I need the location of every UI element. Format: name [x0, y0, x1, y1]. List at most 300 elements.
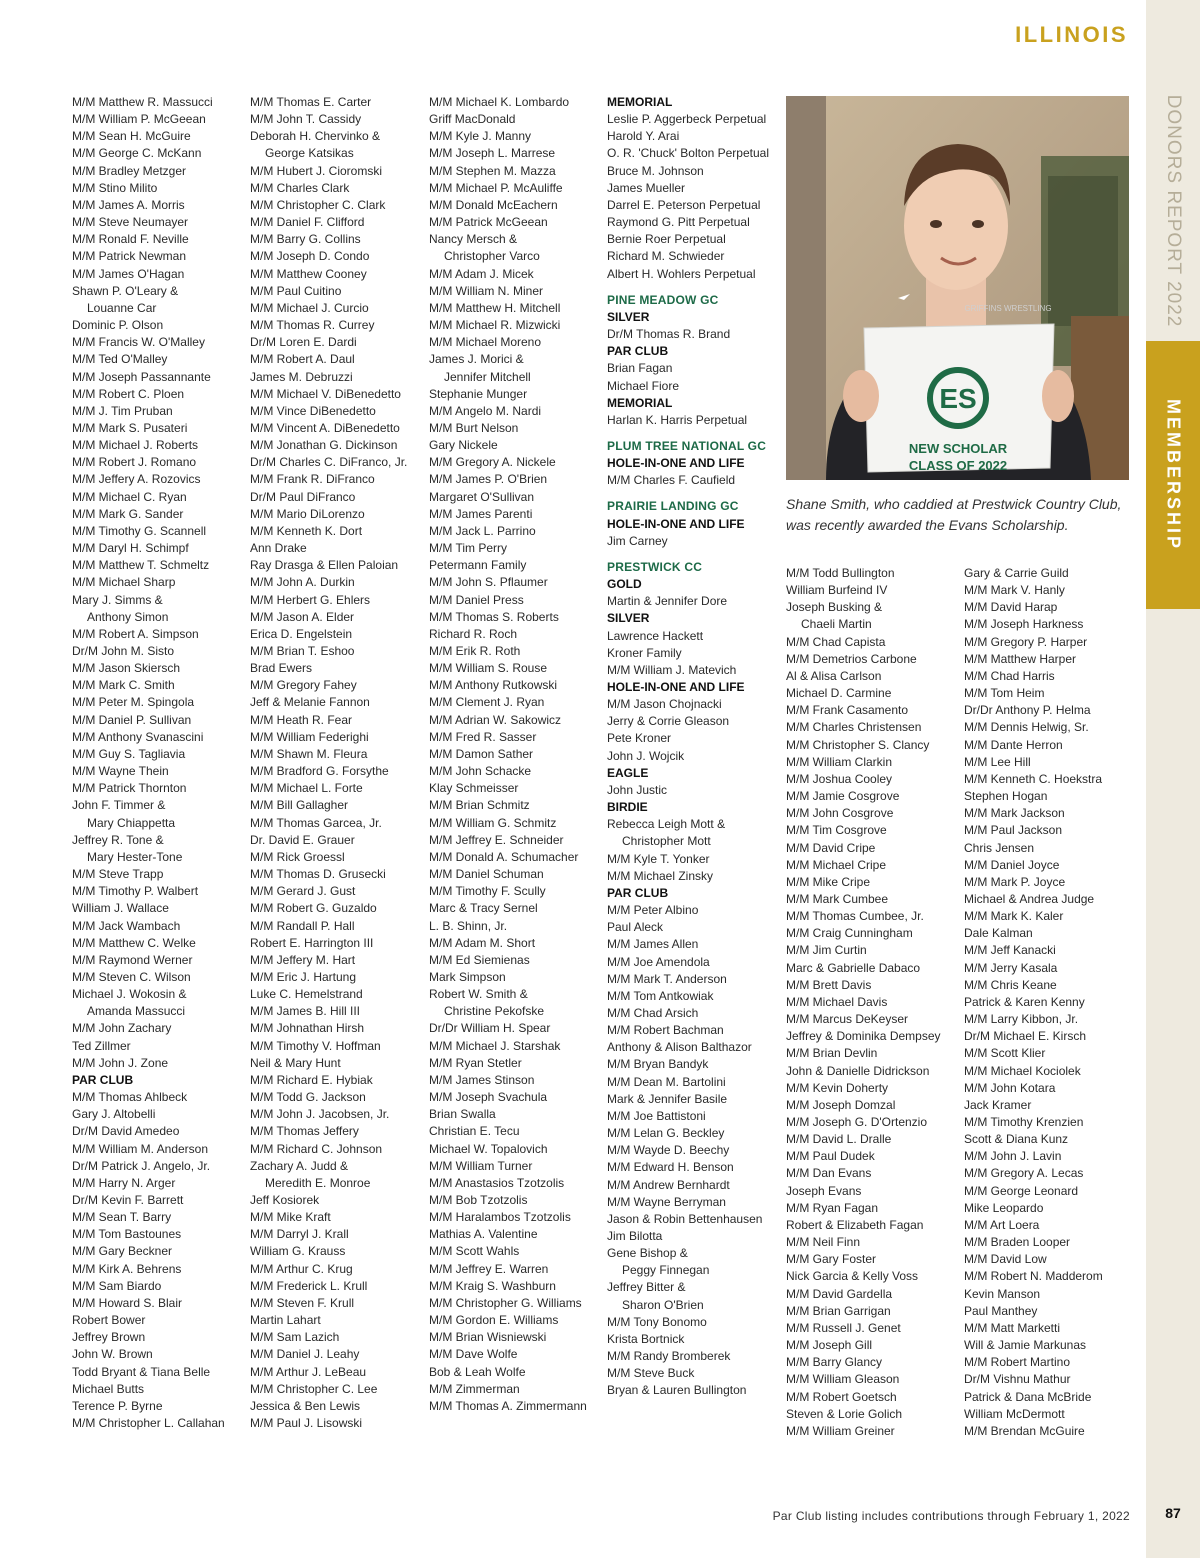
donor-name: Michael Fiore [607, 378, 680, 393]
donor-name: M/M David Gardella [786, 1286, 893, 1301]
donor-name: M/M Randy Bromberek [607, 1349, 731, 1364]
donor-name: John & Danielle Didrickson [786, 1063, 930, 1078]
donor-name: M/M Mark T. Anderson [607, 971, 727, 986]
donor-name: M/M Thomas D. Grusecki [250, 867, 386, 882]
donor-name: Robert Bower [72, 1313, 146, 1328]
donor-name: Dr/M David Amedeo [72, 1124, 180, 1139]
donor-name: M/M Mark Jackson [964, 806, 1065, 821]
donor-name: O. R. 'Chuck' Bolton Perpetual [607, 146, 769, 161]
donor-name: M/M Michael J. Starshak [429, 1038, 561, 1053]
donor-name: Raymond G. Pitt Perpetual [607, 215, 750, 230]
donor-name: Chris Jensen [964, 840, 1035, 855]
donor-name: M/M Ryan Stetler [429, 1055, 522, 1070]
donor-name: M/M Timothy P. Walbert [72, 884, 199, 899]
donor-name: M/M Thomas Garcea, Jr. [250, 815, 382, 830]
donor-name: M/M Chad Capista [786, 634, 886, 649]
donor-name: M/M John J. Zone [72, 1055, 169, 1070]
donor-name: M/M Michael P. McAuliffe [429, 180, 563, 195]
donor-name: M/M Francis W. O'Malley [72, 335, 205, 350]
donor-name: Neil & Mary Hunt [250, 1055, 341, 1070]
donor-name: Patrick & Karen Kenny [964, 994, 1085, 1009]
donor-name: John J. Wojcik [607, 748, 685, 763]
donor-name: M/M Gordon E. Williams [429, 1313, 559, 1328]
donor-name: M/M Paul Jackson [964, 823, 1063, 838]
donor-name: M/M Peter Albino [607, 903, 699, 918]
donor-name: Klay Schmeisser [429, 781, 519, 796]
donor-name: George Katsikas [265, 146, 354, 161]
donor-name: M/M Tim Cosgrove [786, 823, 887, 838]
donor-name: M/M Kyle J. Manny [429, 129, 532, 144]
donor-name: Darrel E. Peterson Perpetual [607, 197, 761, 212]
donor-name: M/M Stino Milito [72, 180, 158, 195]
donor-name: M/M Joseph Passannante [72, 369, 211, 384]
donor-name: M/M Jeffery A. Rozovics [72, 472, 201, 487]
donor-name: M/M Matthew C. Welke [72, 935, 196, 950]
donor-name: M/M Frank R. DiFranco [250, 472, 375, 487]
donor-name: M/M Gregory Fahey [250, 678, 357, 693]
donor-name: M/M William G. Schmitz [429, 815, 557, 830]
donor-name: M/M Paul Dudek [786, 1149, 875, 1164]
donor-name: Christopher Mott [622, 834, 711, 849]
donor-name: Brian Swalla [429, 1107, 496, 1122]
donor-name: Mary Chiappetta [87, 815, 176, 830]
donor-name: James M. Debruzzi [250, 369, 353, 384]
donor-name: John F. Timmer & [72, 798, 166, 813]
donor-name: M/M Demetrios Carbone [786, 651, 917, 666]
level-heading: MEMORIAL [607, 95, 673, 109]
donor-name: Krista Bortnick [607, 1331, 685, 1346]
donor-name: M/M Mark S. Pusateri [72, 420, 188, 435]
donor-name: Gary Nickele [429, 438, 498, 453]
level-heading: HOLE-IN-ONE AND LIFE [607, 680, 745, 694]
donor-name: Dr/M Vishnu Mathur [964, 1372, 1071, 1387]
donor-name: Kroner Family [607, 645, 682, 660]
donor-name: M/M Wayne Berryman [607, 1194, 726, 1209]
donor-name: Albert H. Wohlers Perpetual [607, 266, 756, 281]
donor-name: Richard M. Schwieder [607, 249, 725, 264]
donor-name: M/M J. Tim Pruban [72, 403, 173, 418]
donor-name: Jim Carney [607, 533, 668, 548]
level-heading: PAR CLUB [72, 1072, 134, 1087]
donor-name: M/M Dante Herron [964, 737, 1063, 752]
donor-name: M/M Steven C. Wilson [72, 969, 191, 984]
donor-name: Dr/Dr Anthony P. Helma [964, 703, 1091, 718]
donor-name: M/M Mark V. Hanly [964, 583, 1065, 598]
donor-name: Deborah H. Chervinko & [250, 129, 381, 144]
donor-name: Peggy Finnegan [622, 1263, 710, 1278]
level-heading: BIRDIE [607, 800, 648, 815]
donor-name: Stephanie Munger [429, 386, 528, 401]
donor-name: M/M Kenneth K. Dort [250, 523, 363, 538]
donor-name: M/M Matthew Cooney [250, 266, 367, 281]
donor-name: M/M Larry Kibbon, Jr. [964, 1012, 1079, 1027]
donor-name: M/M Chad Arsich [607, 1005, 699, 1020]
donor-name: M/M Sean T. Barry [72, 1210, 172, 1225]
donor-name: Martin & Jennifer Dore [607, 594, 728, 609]
donor-name: M/M Brian Wisniewski [429, 1330, 547, 1345]
donor-column-5 [786, 565, 941, 1440]
donor-name: M/M Robert C. Ploen [72, 386, 185, 401]
donor-name: M/M Timothy V. Hoffman [250, 1038, 381, 1053]
donor-name: M/M Patrick Thornton [72, 781, 187, 796]
donor-name: M/M Johnathan Hirsh [250, 1021, 365, 1036]
donor-name: Jeffrey R. Tone & [72, 832, 164, 847]
donor-name: M/M Paul J. Lisowski [250, 1416, 363, 1431]
donor-name: Al & Alisa Carlson [786, 668, 882, 683]
donor-name: M/M Tom Bastounes [72, 1227, 182, 1242]
donor-name: M/M Thomas Ahlbeck [72, 1090, 188, 1105]
donor-name: M/M Christopher S. Clancy [786, 737, 930, 752]
donor-name: M/M Steven F. Krull [250, 1295, 355, 1310]
donor-name: M/M Brian Schmitz [429, 798, 530, 813]
donor-name: M/M Michael Moreno [429, 335, 542, 350]
donor-name: M/M John Kotara [964, 1080, 1056, 1095]
donor-name: Joseph Busking & [786, 600, 883, 615]
donor-name: M/M Gregory A. Lecas [964, 1166, 1084, 1181]
donor-name: M/M Dan Evans [786, 1166, 872, 1181]
donor-name: M/M James Stinson [429, 1072, 535, 1087]
donor-name: Michael W. Topalovich [429, 1141, 548, 1156]
donor-name: M/M Ronald F. Neville [72, 232, 189, 247]
donor-name: M/M Chad Harris [964, 668, 1055, 683]
donor-name: M/M Matt Marketti [964, 1320, 1061, 1335]
donor-name: Christian E. Tecu [429, 1124, 520, 1139]
donor-name: M/M Damon Sather [429, 746, 534, 761]
donor-name: M/M John Cosgrove [786, 806, 894, 821]
donor-name: M/M Joe Battistoni [607, 1108, 706, 1123]
donor-name: Dr/Dr William H. Spear [429, 1021, 551, 1036]
donor-name: M/M Kyle T. Yonker [607, 851, 710, 866]
donor-name: M/M Randall P. Hall [250, 918, 355, 933]
donor-name: M/M John Schacke [429, 764, 532, 779]
donor-name: M/M Neil Finn [786, 1235, 861, 1250]
donor-name: M/M Thomas R. Currey [250, 318, 375, 333]
donor-name: M/M Jason Chojnacki [607, 697, 722, 712]
photo-caption: Shane Smith, who caddied at Prestwick Country Club, was recently awarded the Evans Scholarship. [786, 496, 1122, 533]
donor-name: M/M Burt Nelson [429, 420, 519, 435]
donor-name: M/M Gregory P. Harper [964, 634, 1088, 649]
donor-name: Anthony Simon [87, 609, 169, 624]
sidebar-section-label: MEMBERSHIP [1163, 398, 1184, 552]
donor-name: Nick Garcia & Kelly Voss [786, 1269, 919, 1284]
donor-name: Rebecca Leigh Mott & [607, 817, 726, 832]
donor-name: M/M Patrick McGeean [429, 215, 548, 230]
donor-name: Harlan K. Harris Perpetual [607, 412, 748, 427]
donor-name: Bernie Roer Perpetual [607, 232, 726, 247]
donor-name: M/M Kenneth C. Hoekstra [964, 771, 1103, 786]
donor-name: William McDermott [964, 1406, 1065, 1421]
donor-name: Will & Jamie Markunas [964, 1338, 1087, 1353]
donor-name: M/M Charles Clark [250, 180, 350, 195]
donor-name: Bryan & Lauren Bullington [607, 1383, 747, 1398]
donor-name: M/M Joseph Harkness [964, 617, 1084, 632]
donor-name: M/M Daniel Press [429, 592, 524, 607]
donor-name: M/M William Turner [429, 1158, 533, 1173]
donor-name: M/M Todd G. Jackson [250, 1090, 366, 1105]
donor-name: M/M Sean H. McGuire [72, 129, 191, 144]
donor-name: M/M James Parenti [429, 506, 533, 521]
donor-name: M/M Mark P. Joyce [964, 874, 1066, 889]
donor-name: Christopher Varco [444, 249, 540, 264]
donor-name: M/M Kevin Doherty [786, 1080, 889, 1095]
donor-name: Brad Ewers [250, 661, 313, 676]
donor-name: M/M Charles F. Caufield [607, 473, 736, 488]
donor-name: M/M Matthew H. Mitchell [429, 300, 561, 315]
level-heading: SILVER [607, 309, 650, 324]
donor-name: Jeff Kosiorek [250, 1193, 320, 1207]
donor-name: M/M Jeffrey E. Warren [429, 1261, 549, 1276]
donor-name: Louanne Car [87, 300, 157, 315]
donor-name: M/M Joseph G. D'Ortenzio [786, 1115, 927, 1129]
donor-name: M/M Timothy Krenzien [964, 1115, 1084, 1129]
donor-name: Stephen Hogan [964, 789, 1048, 804]
donor-name: M/M Daniel Joyce [964, 857, 1060, 872]
donor-column-6 [964, 565, 1103, 1440]
donor-name: M/M Charles Christensen [786, 720, 922, 735]
donor-name: M/M Thomas A. Zimmermann [429, 1398, 587, 1413]
donor-name: M/M Adam J. Micek [429, 266, 534, 281]
donor-name: M/M John J. Jacobsen, Jr. [250, 1107, 390, 1122]
donor-name: M/M Mike Cripe [786, 874, 871, 889]
donor-name: M/M Michael V. DiBenedetto [250, 386, 401, 401]
level-heading: EAGLE [607, 765, 649, 780]
donor-name: M/M Jack L. Parrino [429, 523, 536, 538]
donor-name: M/M Thomas Jeffery [250, 1124, 359, 1139]
donor-name: M/M Ed Siemienas [429, 952, 530, 967]
donor-name: Mary J. Simms & [72, 592, 163, 607]
donor-name: Griff MacDonald [429, 112, 516, 127]
donor-name: Patrick & Dana McBride [964, 1389, 1092, 1404]
donor-name: M/M Robert J. Romano [72, 455, 197, 470]
footer-note: Par Club listing includes contributions through February 1, 2022 [772, 1509, 1130, 1523]
donor-name: M/M Michael L. Forte [250, 781, 363, 796]
donor-name: L. B. Shinn, Jr. [429, 918, 508, 933]
donor-name: Paul Aleck [607, 920, 664, 935]
donor-name: M/M Richard C. Johnson [250, 1141, 383, 1156]
donor-name: M/M Frank Casamento [786, 703, 909, 718]
donor-name: M/M Brian T. Eshoo [250, 644, 355, 658]
donor-name: M/M William P. McGeean [72, 112, 206, 127]
donor-name: M/M Lelan G. Beckley [607, 1126, 725, 1141]
donor-name: Jason & Robin Bettenhausen [607, 1211, 763, 1226]
donor-name: M/M Gerard J. Gust [250, 884, 356, 899]
donor-name: Lawrence Hackett [607, 628, 704, 643]
donor-name: M/M Thomas Cumbee, Jr. [786, 909, 924, 924]
donor-name: M/M John T. Cassidy [250, 112, 362, 127]
donor-name: M/M Timothy G. Scannell [72, 523, 207, 538]
sidebar-report-label: DONORS REPORT 2022 [1163, 94, 1184, 328]
donor-name: M/M Daryl H. Schimpf [72, 541, 189, 556]
shirt-text: GRIFFINS WRESTLING [964, 304, 1052, 313]
donor-name: Michael J. Wokosin & [72, 987, 187, 1002]
donor-name: M/M Jason A. Elder [250, 609, 355, 624]
donor-name: M/M Bradley Metzger [72, 163, 187, 178]
donor-name: Robert & Elizabeth Fagan [786, 1217, 924, 1232]
donor-name: M/M Jeff Kanacki [964, 943, 1056, 958]
donor-name: M/M James P. O'Brien [429, 472, 548, 487]
donor-name: M/M Brian Devlin [786, 1046, 878, 1061]
donor-name: Sharon O'Brien [622, 1297, 704, 1312]
donor-name: Scott & Diana Kunz [964, 1132, 1069, 1147]
donor-name: M/M Michael C. Ryan [72, 489, 187, 504]
flag-logo: ES [939, 383, 977, 414]
donor-name: Jerry & Corrie Gleason [607, 714, 730, 729]
sidebar-report-label-box [1146, 96, 1200, 326]
club-heading: PLUM TREE NATIONAL GC [607, 438, 767, 453]
donor-name: Meredith E. Monroe [265, 1175, 371, 1190]
donor-name: Jeffrey Brown [72, 1330, 146, 1345]
donor-name: M/M Jeffery M. Hart [250, 952, 356, 967]
donor-name: M/M Marcus DeKeyser [786, 1012, 909, 1027]
donor-name: M/M Daniel F. Clifford [250, 215, 365, 230]
donor-name: M/M Craig Cunningham [786, 926, 913, 941]
donor-name: M/M Robert Bachman [607, 1023, 724, 1038]
donor-name: M/M Robert Goetsch [786, 1389, 897, 1404]
donor-name: Dr/M Loren E. Dardi [250, 335, 357, 350]
donor-name: Dr/M Patrick J. Angelo, Jr. [72, 1158, 211, 1173]
donor-name: Gary & Carrie Guild [964, 566, 1069, 580]
donor-name: Bob & Leah Wolfe [429, 1364, 526, 1379]
donor-name: M/M Howard S. Blair [72, 1295, 183, 1310]
donor-name: M/M Joseph Svachula [429, 1090, 548, 1105]
donor-name: M/M Thomas E. Carter [250, 95, 372, 109]
donor-name: Jeffrey & Dominika Dempsey [786, 1029, 941, 1044]
flag-line-1: NEW SCHOLAR [908, 441, 1008, 456]
donor-name: M/M Tom Heim [964, 686, 1045, 701]
donor-name: M/M Mario DiLorenzo [250, 506, 365, 521]
donor-name: M/M James Allen [607, 937, 699, 952]
donor-name: M/M Tony Bonomo [607, 1314, 707, 1329]
donor-name: M/M Rick Groessl [250, 849, 345, 864]
donor-name: Dominic P. Olson [72, 318, 164, 333]
donor-name: M/M Russell J. Genet [786, 1320, 901, 1335]
donor-name: M/M Peter M. Spingola [72, 695, 195, 710]
donor-name: M/M William Greiner [786, 1423, 895, 1438]
donor-name: M/M Edward H. Benson [607, 1160, 734, 1175]
donor-name: M/M Donald McEachern [429, 197, 558, 212]
donor-name: James J. Morici & [429, 352, 524, 367]
donor-name: M/M Patrick Newman [72, 249, 187, 264]
donor-name: M/M John J. Lavin [964, 1149, 1062, 1164]
donor-name: Todd Bryant & Tiana Belle [72, 1364, 211, 1379]
donor-name: M/M Daniel Schuman [429, 867, 544, 882]
donor-name: M/M Ryan Fagan [786, 1200, 879, 1215]
donor-name: M/M David Harap [964, 600, 1058, 615]
donor-name: Shawn P. O'Leary & [72, 283, 179, 298]
donor-name: M/M Anastasios Tzotzolis [429, 1175, 565, 1190]
donor-name: Terence P. Byrne [72, 1398, 163, 1413]
page-number: 87 [1165, 1505, 1181, 1521]
donor-name: M/M Arthur J. LeBeau [250, 1364, 367, 1379]
donor-name: M/M Mark K. Kaler [964, 909, 1064, 924]
donor-name: Dale Kalman [964, 926, 1033, 941]
donor-name: M/M Robert A. Daul [250, 352, 355, 367]
donor-name: M/M Daniel P. Sullivan [72, 712, 192, 727]
donor-name: M/M Fred R. Sasser [429, 729, 537, 744]
donor-name: M/M Dennis Helwig, Sr. [964, 720, 1089, 735]
donor-name: Paul Manthey [964, 1303, 1038, 1318]
donor-name: M/M Bill Gallagher [250, 798, 349, 813]
donor-name: Marc & Tracy Sernel [429, 901, 538, 916]
donor-name: Ray Drasga & Ellen Paloian [250, 558, 399, 573]
donor-name: M/M Brett Davis [786, 977, 872, 992]
donor-name: M/M Frederick L. Krull [250, 1278, 368, 1293]
donor-name: M/M Michael R. Mizwicki [429, 318, 561, 333]
level-heading: SILVER [607, 611, 650, 626]
donor-name: William Burfeind IV [786, 583, 888, 598]
donor-name: M/M Jonathan G. Dickinson [250, 438, 398, 453]
donor-column-4 [607, 94, 769, 1400]
donor-name: M/M Sam Biardo [72, 1278, 162, 1293]
donor-name: M/M John S. Pflaumer [429, 575, 548, 590]
donor-name: M/M Thomas S. Roberts [429, 609, 559, 624]
donor-name: Dr/M Paul DiFranco [250, 489, 356, 504]
donor-name: M/M Vincent A. DiBenedetto [250, 420, 400, 435]
donor-name: Mike Leopardo [964, 1200, 1044, 1215]
donor-name: Dr. David E. Grauer [250, 832, 355, 847]
donor-name: M/M Michael K. Lombardo [429, 95, 570, 109]
donor-name: M/M Christopher G. Williams [429, 1295, 582, 1310]
donor-name: M/M William J. Matevich [607, 662, 737, 677]
donor-name: Dr/M Kevin F. Barrett [72, 1193, 184, 1207]
donor-name: M/M John A. Durkin [250, 575, 355, 590]
level-heading: HOLE-IN-ONE AND LIFE [607, 456, 745, 471]
donor-name: Michael Butts [72, 1381, 145, 1396]
donor-name: Mary Hester-Tone [87, 849, 183, 864]
donor-name: M/M Bob Tzotzolis [429, 1193, 528, 1207]
donor-name: M/M Joseph Gill [786, 1338, 873, 1353]
donor-column-3 [429, 94, 587, 1415]
donor-name: Anthony & Alison Balthazor [607, 1040, 752, 1055]
donor-name: Ann Drake [250, 541, 307, 556]
donor-name: M/M Scott Wahls [429, 1244, 520, 1259]
donor-name: M/M Lee Hill [964, 754, 1031, 769]
donor-name: M/M Vince DiBenedetto [250, 403, 376, 418]
donor-name: M/M Hubert J. Cioromski [250, 163, 383, 178]
donor-name: Bruce M. Johnson [607, 163, 704, 178]
donor-name: M/M Robert A. Simpson [72, 626, 199, 641]
donor-name: M/M Christopher C. Lee [250, 1381, 378, 1396]
donor-name: Dr/M Thomas R. Brand [607, 327, 731, 342]
donor-name: M/M Todd Bullington [786, 566, 895, 580]
donor-name: M/M Shawn M. Fleura [250, 746, 368, 761]
donor-name: M/M Daniel J. Leahy [250, 1347, 360, 1362]
donor-name: M/M Joseph D. Condo [250, 249, 370, 264]
donor-name: M/M Anthony Rutkowski [429, 678, 558, 693]
donor-name: M/M Clement J. Ryan [429, 695, 545, 710]
donor-name: M/M Robert N. Madderom [964, 1269, 1103, 1284]
donor-name: Chaeli Martin [801, 617, 872, 632]
donor-name: Jeffrey Bitter & [607, 1280, 686, 1295]
level-heading: PAR CLUB [607, 885, 669, 900]
donor-name: Ted Zillmer [72, 1038, 131, 1053]
donor-name: M/M Adrian W. Sakowicz [429, 712, 562, 727]
donor-name: James Mueller [607, 180, 686, 195]
donor-name: M/M Anthony Svanascini [72, 729, 204, 744]
donor-name: M/M William Gleason [786, 1372, 900, 1387]
donor-name: M/M Jack Wambach [72, 918, 181, 933]
donor-name: Gene Bishop & [607, 1246, 688, 1261]
donor-name: Jeff & Melanie Fannon [250, 695, 370, 710]
donor-name: M/M Dave Wolfe [429, 1347, 518, 1362]
donor-name: M/M Raymond Werner [72, 952, 193, 967]
donor-name: M/M Adam M. Short [429, 935, 536, 950]
donor-name: Dr/M Charles C. DiFranco, Jr. [250, 455, 408, 470]
donor-name: M/M Darryl J. Krall [250, 1227, 349, 1242]
donor-name: Luke C. Hemelstrand [250, 987, 363, 1002]
donor-name: M/M Wayne Thein [72, 764, 169, 779]
donor-name: Christine Pekofske [444, 1004, 545, 1019]
